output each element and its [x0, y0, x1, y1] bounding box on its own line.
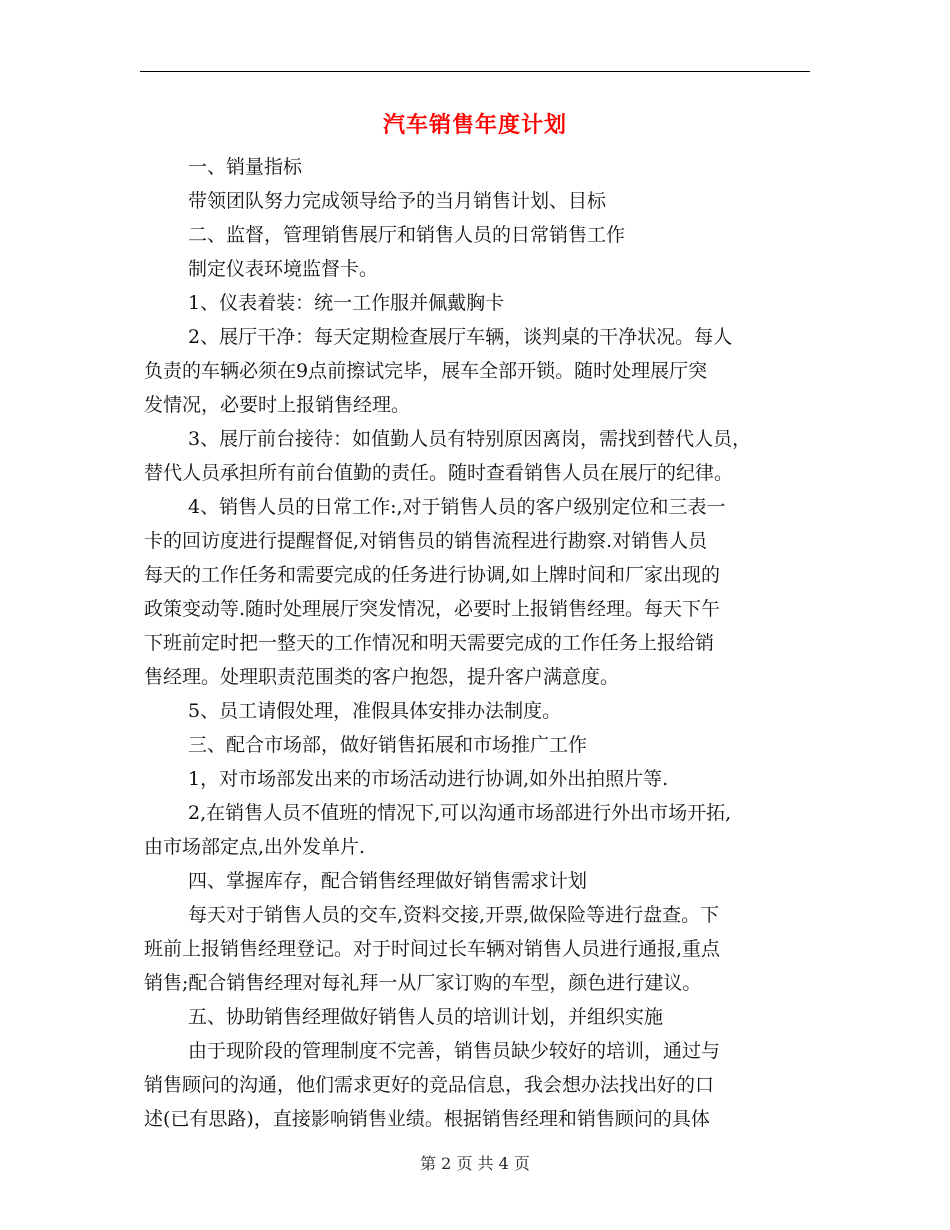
page-footer: 第 2 页 共 4 页 [420, 1154, 530, 1173]
body-line: 由市场部定点,出外发单片. [144, 836, 366, 858]
body-line: 五、协助销售经理做好销售人员的培训计划，并组织实施 [188, 1006, 664, 1028]
body-line: 制定仪表环境监督卡。 [188, 258, 379, 280]
body-line: 1，对市场部发出来的市场活动进行协调,如外出拍照片等. [188, 768, 669, 790]
header-rule [140, 71, 810, 72]
body-line: 政策变动等.随时处理展厅突发情况，必要时上报销售经理。每天下午 [144, 598, 721, 620]
body-line: 负责的车辆必须在9点前擦试完毕，展车全部开锁。随时处理展厅突 [144, 360, 708, 382]
body-line: 2,在销售人员不值班的情况下,可以沟通市场部进行外出市场开拓, [188, 802, 732, 824]
body-line: 二、监督，管理销售展厅和销售人员的日常销售工作 [188, 224, 626, 246]
body-line: 销售;配合销售经理对每礼拜一从厂家订购的车型，颜色进行建议。 [144, 972, 702, 994]
body-line: 下班前定时把一整天的工作情况和明天需要完成的工作任务上报给销 [144, 632, 715, 654]
body-line: 一、销量指标 [188, 156, 303, 178]
body-line: 4、销售人员的日常工作:,对于销售人员的客户级别定位和三表一 [188, 496, 726, 518]
document-title: 汽车销售年度计划 [382, 113, 567, 138]
body-line: 三、配合市场部，做好销售拓展和市场推广工作 [188, 734, 588, 756]
body-line: 四、掌握库存，配合销售经理做好销售需求计划 [188, 870, 588, 892]
body-line: 卡的回访度进行提醒督促,对销售员的销售流程进行勘察.对销售人员 [144, 530, 708, 552]
body-line: 每天的工作任务和需要完成的任务进行协调,如上牌时间和厂家出现的 [144, 564, 721, 586]
document-body [144, 150, 814, 1136]
body-line: 述(已有思路)，直接影响销售业绩。根据销售经理和销售顾问的具体 [144, 1108, 710, 1130]
body-line: 5、员工请假处理，准假具体安排办法制度。 [188, 700, 562, 722]
body-line: 由于现阶段的管理制度不完善，销售员缺少较好的培训，通过与 [188, 1040, 721, 1062]
body-line: 带领团队努力完成领导给予的当月销售计划、目标 [188, 190, 607, 212]
body-line: 班前上报销售经理登记。对于时间过长车辆对销售人员进行通报,重点 [144, 938, 721, 960]
body-line: 发情况，必要时上报销售经理。 [144, 394, 411, 416]
body-line: 售经理。处理职责范围类的客户抱怨，提升客户满意度。 [144, 666, 620, 688]
body-line: 1、仪表着装：统一工作服并佩戴胸卡 [188, 292, 505, 314]
body-line: 销售顾问的沟通，他们需求更好的竞品信息，我会想办法找出好的口 [144, 1074, 715, 1096]
body-line: 3、展厅前台接待：如值勤人员有特别原因离岗，需找到替代人员， [188, 428, 752, 450]
body-line: 2、展厅干净：每天定期检查展厅车辆，谈判桌的干净状况。每人 [188, 326, 733, 348]
body-line: 每天对于销售人员的交车,资料交接,开票,做保险等进行盘查。下 [188, 904, 720, 926]
body-line: 替代人员承担所有前台值勤的责任。随时查看销售人员在展厅的纪律。 [144, 462, 734, 484]
